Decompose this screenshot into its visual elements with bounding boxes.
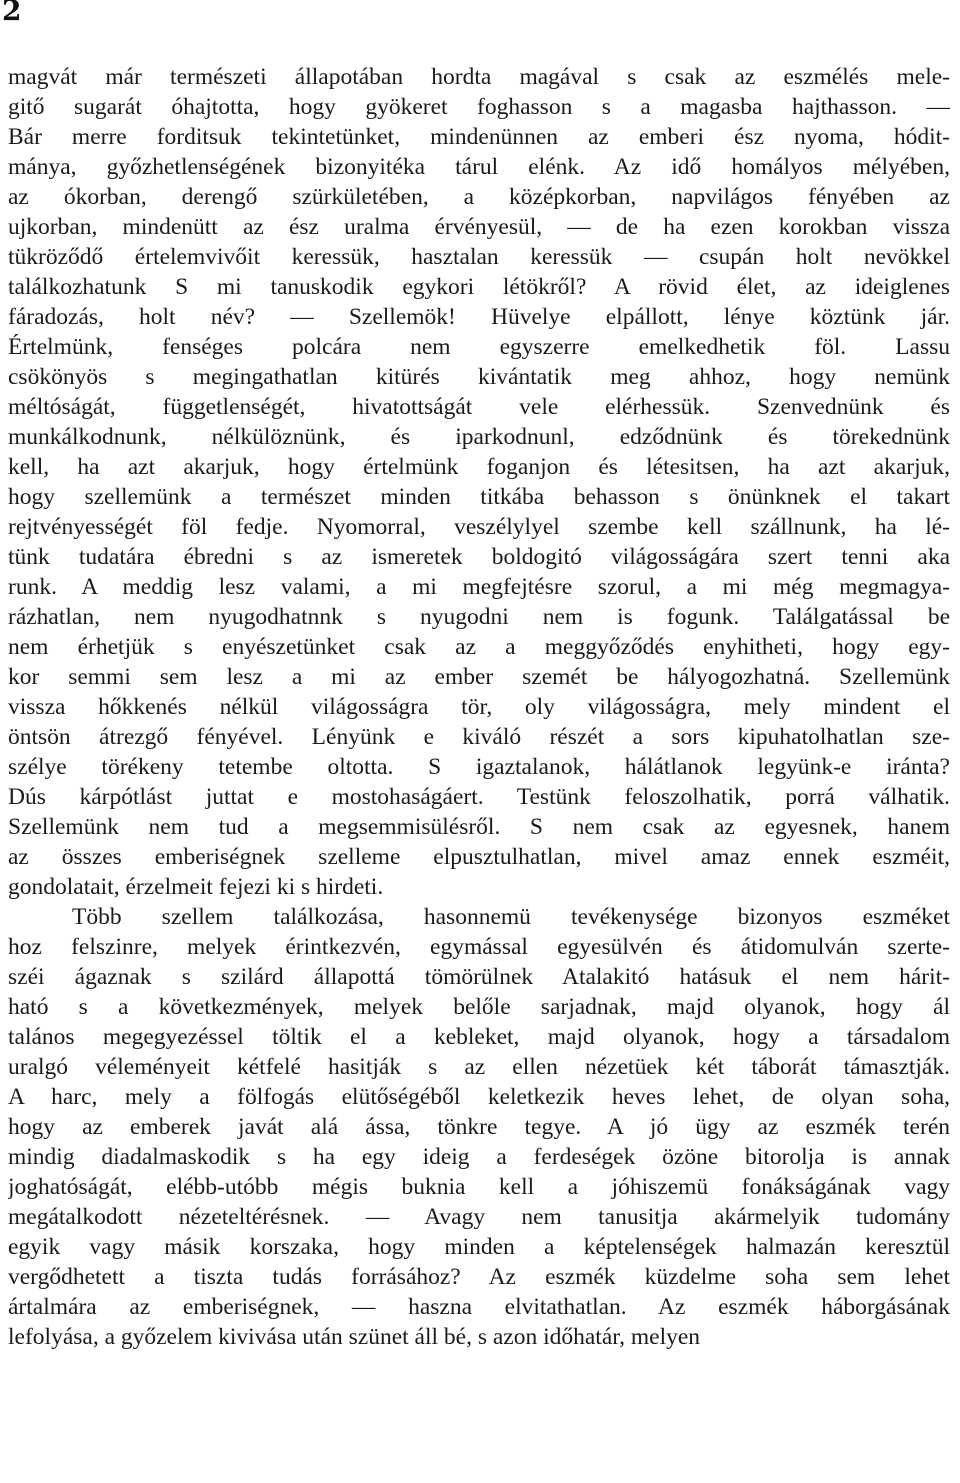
text-line: széi ágaznak s szilárd állapottá tömörülnek Atalakitó hatásuk el nem hárit- (8, 964, 950, 990)
text-line: tünk tudatára ébredni s az ismeretek boldogitó világosságára szert tenni aka (8, 544, 950, 570)
text-line: lefolyása, a győzelem kivivása után szünet áll bé, s azon időhatár, melyen (8, 1324, 701, 1350)
text-line: méltóságát, függetlenségét, hivatottságát vele elérhessük. Szenvednünk és (8, 394, 950, 420)
text-line: egyik vagy másik korszaka, hogy minden a képtelenségek halmazán keresztül (8, 1234, 950, 1260)
text-line: öntsön átrezgő fényével. Lényünk e kiváló részét a sors kipuhatolhatlan sze- (8, 724, 950, 750)
text-line: vissza hőkkenés nélkül világosságra tör, oly világosságra, mely mindent el (8, 694, 950, 720)
text-line: találkozhatunk S mi tanuskodik egykori létökről? A rövid élet, az ideiglenes (8, 274, 950, 300)
text-line: rázhatlan, nem nyugodhatnnk s nyugodni nem is fogunk. Találgatással be (8, 604, 950, 630)
text-line: hogy szellemünk a természet minden titkába behasson s önünknek el takart (8, 484, 950, 510)
text-line: Bár merre forditsuk tekintetünket, mindenünnen az emberi ész nyoma, hódit- (8, 124, 950, 150)
text-line: tükröződő értelemvivőit keressük, hasztalan keressük — csupán holt nevökkel (8, 244, 950, 270)
text-line: csökönyös s megingathatlan kitürés kivántatik meg ahhoz, hogy nemünk (8, 364, 950, 390)
text-line: A harc, mely a fölfogás elütőségéből keletkezik heves lehet, de olyan soha, (8, 1084, 950, 1110)
text-line: vergődhetett a tiszta tudás forrásához? Az eszmék küzdelme soha sem lehet (8, 1264, 950, 1290)
text-line: uralgó véleményeit kétfelé hasitják s az ellen nézetüek két táborát támasztják. (8, 1054, 950, 1080)
text-line: Több szellem találkozása, hasonnemü tevékenysége bizonyos eszméket (72, 904, 950, 930)
text-line: az összes emberiségnek szelleme elpusztulhatlan, mivel amaz ennek eszméit, (8, 844, 950, 870)
text-line: rejtvényességét föl fedje. Nyomorral, veszélylyel szembe kell szállnunk, ha lé- (8, 514, 950, 540)
text-line: gondolatait, érzelmeit fejezi ki s hirdeti. (8, 874, 384, 900)
text-line: talános megegyezéssel töltik el a kebleket, majd olyanok, hogy a társadalom (8, 1024, 950, 1050)
text-line: hogy az emberek javát alá ássa, tönkre tegye. A jó ügy az eszmék terén (8, 1114, 950, 1140)
text-line: hoz felszinre, melyek érintkezvén, egymással egyesülvén és átidomulván szerte- (8, 934, 950, 960)
text-line: fáradozás, holt név? — Szellemök! Hüvelye elpállott, lénye köztünk jár. (8, 304, 950, 330)
text-line: mánya, győzhetlenségének bizonyitéka tárul elénk. Az idő homályos mélyében, (8, 154, 950, 180)
text-line: gitő sugarát óhajtotta, hogy gyökeret foghasson s a magasba hajthasson. — (8, 94, 950, 120)
text-line: Szellemünk nem tud a megsemmisülésről. S nem csak az egyesnek, hanem (8, 814, 950, 840)
text-line: kor semmi sem lesz a mi az ember szemét be hályogozhatná. Szellemünk (8, 664, 950, 690)
text-line: Értelmünk, fenséges polcára nem egyszerre emelkedhetik föl. Lassu (8, 334, 950, 360)
text-line: joghatóságát, elébb-utóbb mégis buknia kell a jóhiszemü fonákságának vagy (8, 1174, 950, 1200)
text-line: magvát már természeti állapotában hordta magával s csak az eszmélés mele- (8, 64, 950, 90)
text-line: szélye törékeny tetembe oltotta. S igaztalanok, hálátlanok legyünk-e iránta? (8, 754, 950, 780)
text-line: mindig diadalmaskodik s ha egy ideig a ferdeségek özöne bitorolja is annak (8, 1144, 950, 1170)
text-line: kell, ha azt akarjuk, hogy értelmünk foganjon és létesitsen, ha azt akarjuk, (8, 454, 950, 480)
text-line: nem érhetjük s enyészetünket csak az a meggyőződés enyhitheti, hogy egy- (8, 634, 950, 660)
text-line: az ókorban, derengő szürkületében, a középkorban, napvilágos fényében az (8, 184, 950, 210)
text-line: ártalmára az emberiségnek, — haszna elvitathatlan. Az eszmék háborgásának (8, 1294, 950, 1320)
text-line: Dús kárpótlást juttat e mostohaságáert. Testünk feloszolhatik, porrá válhatik. (8, 784, 950, 810)
body-text (8, 62, 950, 1352)
page-number: 2 (2, 0, 22, 27)
text-line: ujkorban, mindenütt az ész uralma érvényesül, — de ha ezen korokban vissza (8, 214, 950, 240)
text-line: megátalkodott nézeteltérésnek. — Avagy nem tanusitja akármelyik tudomány (8, 1204, 950, 1230)
text-line: ható s a következmények, melyek belőle sarjadnak, majd olyanok, hogy ál (8, 994, 950, 1020)
text-line: munkálkodnunk, nélkülöznünk, és iparkodnunl, edződnünk és törekednünk (8, 424, 950, 450)
text-line: runk. A meddig lesz valami, a mi megfejtésre szorul, a mi még megmagya- (8, 574, 950, 600)
